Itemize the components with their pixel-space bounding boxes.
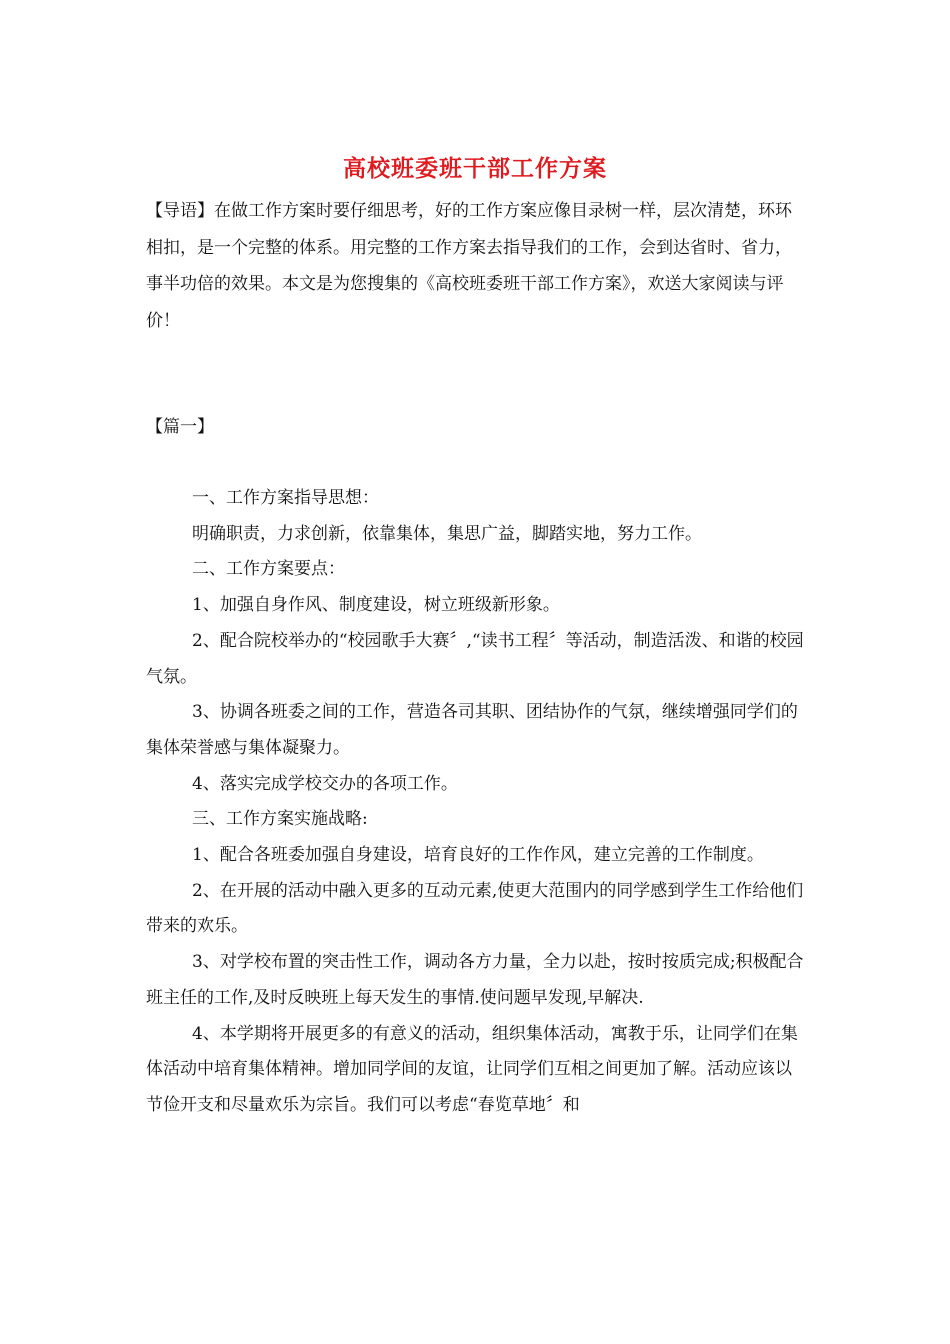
paragraph: 2、配合院校举办的“校园歌手大赛〞,“读书工程〞等活动，制造活泼、和谐的校园气氛。 — [146, 630, 804, 687]
section-heading: 【篇一】 — [146, 417, 214, 437]
paragraph: 一、工作方案指导思想： — [192, 488, 379, 508]
paragraph: 4、落实完成学校交办的各项工作。 — [192, 773, 458, 794]
paragraph: 1、加强自身作风、制度建设，树立班级新形象。 — [192, 595, 560, 616]
paragraph: 1、配合各班委加强自身建设，培育良好的工作作风，建立完善的工作制度。 — [192, 845, 764, 866]
paragraph: 3、协调各班委之间的工作，营造各司其职、团结协作的气氛，继续增强同学们的集体荣誉感与集体凝聚力。 — [146, 702, 798, 758]
document-title: 高校班委班干部工作方案 — [343, 155, 607, 182]
intro-paragraph: 【导语】在做工作方案时要仔细思考，好的工作方案应像目录树一样，层次清楚，环环相扣，是一个完整的体系。用完整的工作方案去指导我们的工作，会到达省时、省力，事半功倍的效果。本文是为您搜集的《高校班委班干部工作方案》，欢送大家阅读与评价！ — [146, 201, 792, 331]
paragraph: 二、工作方案要点： — [192, 559, 345, 580]
paragraph: 2、在开展的活动中融入更多的互动元素,使更大范围内的同学感到学生工作给他们带来的欢乐。 — [146, 880, 804, 937]
paragraph: 4、本学期将开展更多的有意义的活动，组织集体活动，寓教于乐，让同学们在集体活动中培育集体精神。增加同学间的友谊，让同学们互相之间更加了解。活动应该以节俭开支和尽量欢乐为宗旨。我们可以考虑“春览草地〞和 — [146, 1023, 798, 1115]
paragraph: 明确职责，力求创新，依靠集体，集思广益，脚踏实地，努力工作。 — [192, 523, 702, 544]
paragraph: 三、工作方案实施战略: — [192, 809, 368, 830]
paragraph: 3、对学校布置的突击性工作，调动各方力量，全力以赴，按时按质完成;积极配合班主任的工作,及时反映班上每天发生的事情.使问题早发现,早解决. — [146, 952, 804, 1008]
body-text — [146, 481, 806, 1124]
